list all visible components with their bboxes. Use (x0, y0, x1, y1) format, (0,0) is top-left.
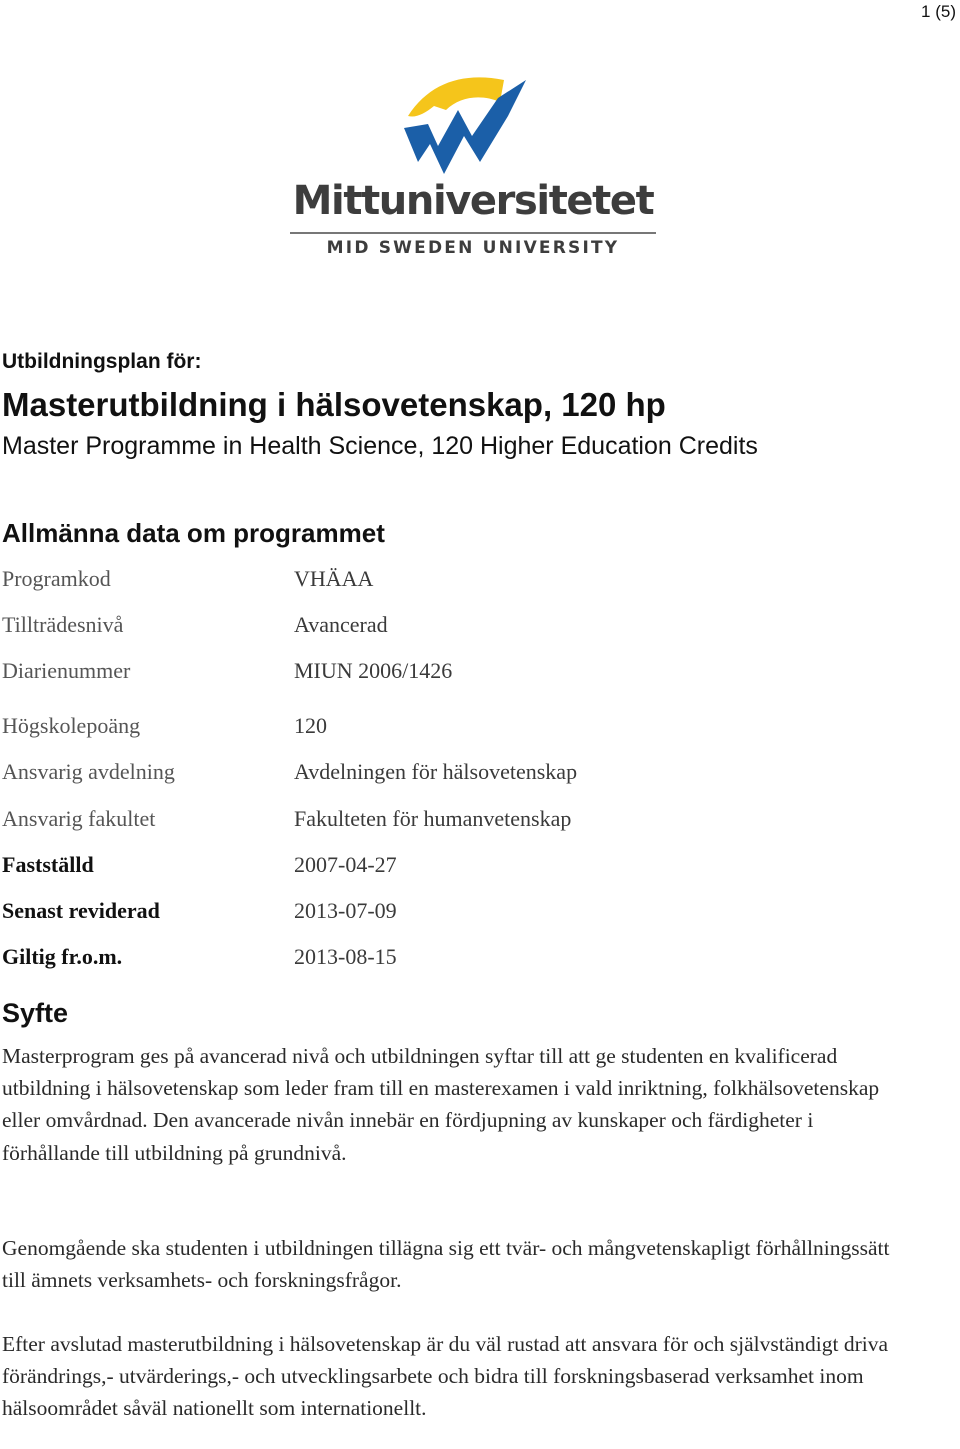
data-row-faststalld (0, 852, 960, 884)
logo-subtitle: MID SWEDEN UNIVERSITY (326, 238, 620, 258)
row-value: Avdelningen för hälsovetenskap (294, 759, 578, 784)
row-value: VHÄAA (294, 566, 374, 591)
syfte-paragraph-2: Genomgående ska studenten i utbildningen tillägna sig ett tvär- och mångvetenskapligt förhållningssätt till ämnets verksamhets- och forskningsfrågor. (2, 1236, 890, 1293)
row-label: Giltig fr.o.m. (2, 944, 123, 969)
row-label: Fastställd (2, 852, 94, 877)
page-subtitle: Master Programme in Health Science, 120 Higher Education Credits (2, 432, 758, 460)
logo-divider (290, 232, 656, 234)
row-label: Diarienummer (2, 658, 131, 683)
row-label: Ansvarig fakultet (2, 806, 156, 831)
data-row-ansvarig-fakultet (0, 806, 960, 838)
row-label: Senast reviderad (2, 898, 160, 923)
row-value: 2013-08-15 (294, 944, 397, 969)
data-row-programkod (0, 566, 960, 598)
logo-mark-icon (400, 76, 540, 178)
row-label: Ansvarig avdelning (2, 759, 175, 784)
row-label: Högskolepoäng (2, 713, 141, 738)
data-row-hogskolepoang (0, 713, 960, 745)
row-value: 2007-04-27 (294, 852, 397, 877)
row-value: Fakulteten för humanvetenskap (294, 806, 572, 831)
row-label: Tillträdesnivå (2, 612, 124, 637)
row-value: Avancerad (294, 612, 388, 637)
syfte-paragraph-1: Masterprogram ges på avancerad nivå och utbildningen syftar till att ge studenten en kvalificerad utbildning i hälsovetenskap som leder fram till en masterexamen i vald inriktning, folkhälsovetenskap eller omvårdnad. Den avancerade nivån innebär en fördjupning av kunskaper och färdigheter i förhållande till utbildning på grundnivå. (2, 1044, 880, 1165)
logo-wordmark: Mittuniversitetet (292, 178, 654, 224)
data-row-ansvarig-avdelning (0, 759, 960, 791)
row-value: MIUN 2006/1426 (294, 658, 453, 683)
row-value: 120 (294, 713, 327, 738)
row-value: 2013-07-09 (294, 898, 397, 923)
general-data-heading: Allmänna data om programmet (2, 518, 385, 548)
data-row-tilltradesniva (0, 612, 960, 644)
data-row-giltig-from (0, 944, 960, 976)
data-row-diarienummer (0, 658, 960, 690)
plan-label: Utbildningsplan för: (2, 350, 202, 373)
data-row-senast-reviderad (0, 898, 960, 930)
page-number: 1 (5) (921, 2, 956, 21)
row-label: Programkod (2, 566, 111, 591)
syfte-paragraph-3: Efter avslutad masterutbildning i hälsovetenskap är du väl rustad att ansvara för och självständigt driva förändrings,- utvärderings,- och utvecklingsarbete och bidra till forskningsbaserad verksamhet inom hälsoområdet såväl nationellt som internationellt. (2, 1332, 889, 1421)
university-logo (288, 76, 658, 266)
syfte-heading: Syfte (2, 998, 69, 1028)
page-title: Masterutbildning i hälsovetenskap, 120 hp (2, 386, 666, 423)
